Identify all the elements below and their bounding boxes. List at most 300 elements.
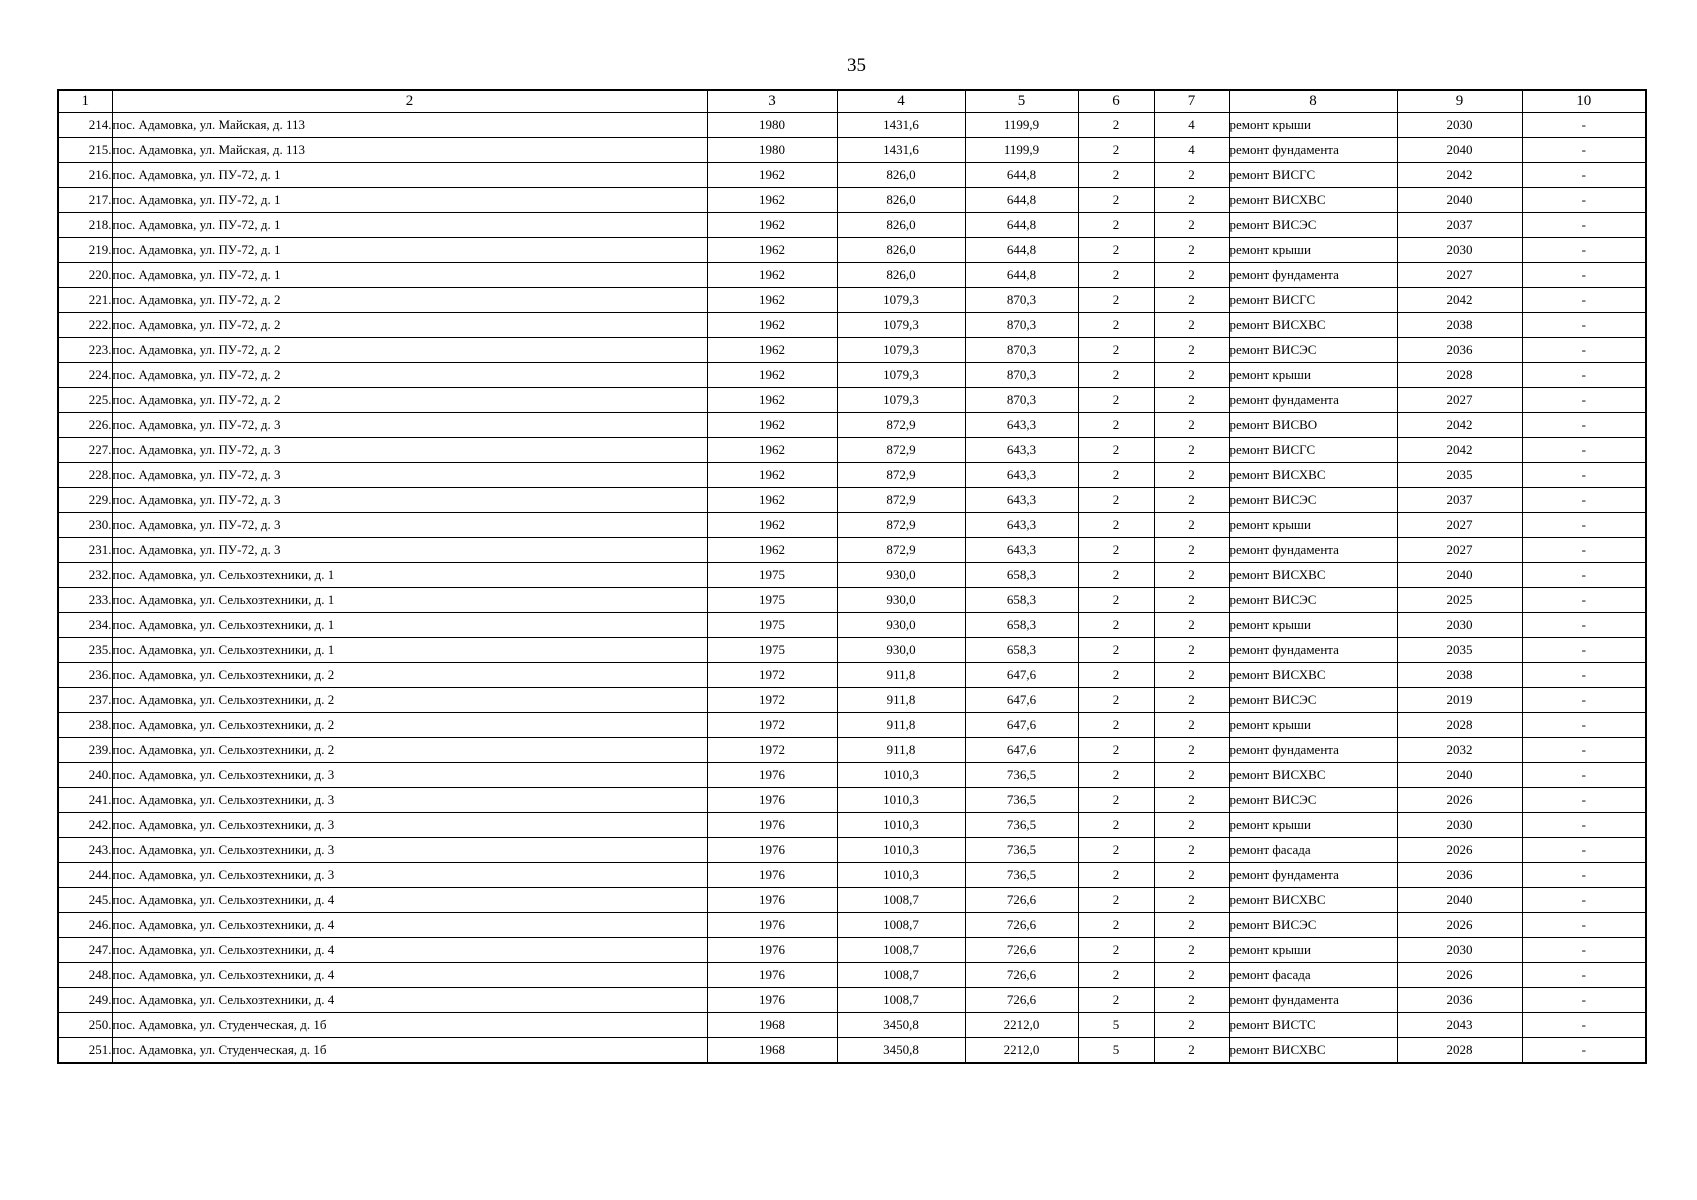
cell-note: - xyxy=(1522,713,1646,738)
page-number: 35 xyxy=(847,55,866,76)
cell-total-area: 872,9 xyxy=(837,463,965,488)
cell-total-area: 1010,3 xyxy=(837,838,965,863)
cell-build-year: 1972 xyxy=(707,713,837,738)
cell-floors: 2 xyxy=(1078,613,1154,638)
cell-note: - xyxy=(1522,738,1646,763)
cell-address: пос. Адамовка, ул. Сельхозтехники, д. 1 xyxy=(112,588,707,613)
cell-build-year: 1962 xyxy=(707,538,837,563)
cell-work-type: ремонт ВИСТС xyxy=(1229,1013,1397,1038)
cell-planned-year: 2036 xyxy=(1397,988,1522,1013)
cell-total-area: 1010,3 xyxy=(837,863,965,888)
cell-note: - xyxy=(1522,663,1646,688)
cell-work-type: ремонт фасада xyxy=(1229,963,1397,988)
cell-work-type: ремонт фундамента xyxy=(1229,988,1397,1013)
cell-entrances: 2 xyxy=(1154,838,1229,863)
cell-address: пос. Адамовка, ул. ПУ-72, д. 3 xyxy=(112,488,707,513)
cell-living-area: 870,3 xyxy=(965,388,1078,413)
cell-build-year: 1976 xyxy=(707,763,837,788)
cell-work-type: ремонт фундамента xyxy=(1229,638,1397,663)
cell-work-type: ремонт ВИСГС xyxy=(1229,438,1397,463)
cell-entrances: 2 xyxy=(1154,313,1229,338)
cell-note: - xyxy=(1522,688,1646,713)
cell-work-type: ремонт ВИСГС xyxy=(1229,288,1397,313)
cell-floors: 2 xyxy=(1078,138,1154,163)
cell-note: - xyxy=(1522,613,1646,638)
cell-note: - xyxy=(1522,963,1646,988)
cell-planned-year: 2042 xyxy=(1397,288,1522,313)
cell-planned-year: 2025 xyxy=(1397,588,1522,613)
cell-total-area: 1010,3 xyxy=(837,763,965,788)
cell-address: пос. Адамовка, ул. Сельхозтехники, д. 4 xyxy=(112,963,707,988)
cell-work-type: ремонт крыши xyxy=(1229,813,1397,838)
column-header-7: 7 xyxy=(1154,90,1229,113)
cell-planned-year: 2028 xyxy=(1397,363,1522,388)
cell-row-number: 228. xyxy=(58,463,112,488)
cell-build-year: 1975 xyxy=(707,588,837,613)
cell-build-year: 1962 xyxy=(707,463,837,488)
cell-build-year: 1976 xyxy=(707,788,837,813)
cell-row-number: 218. xyxy=(58,213,112,238)
cell-planned-year: 2032 xyxy=(1397,738,1522,763)
cell-row-number: 233. xyxy=(58,588,112,613)
cell-floors: 2 xyxy=(1078,813,1154,838)
column-header-5: 5 xyxy=(965,90,1078,113)
cell-entrances: 2 xyxy=(1154,688,1229,713)
cell-note: - xyxy=(1522,288,1646,313)
cell-note: - xyxy=(1522,513,1646,538)
cell-living-area: 644,8 xyxy=(965,263,1078,288)
table-row xyxy=(58,613,1646,638)
cell-total-area: 826,0 xyxy=(837,263,965,288)
cell-work-type: ремонт ВИСЭС xyxy=(1229,688,1397,713)
cell-row-number: 247. xyxy=(58,938,112,963)
cell-build-year: 1976 xyxy=(707,813,837,838)
cell-note: - xyxy=(1522,163,1646,188)
cell-total-area: 911,8 xyxy=(837,738,965,763)
cell-total-area: 1008,7 xyxy=(837,963,965,988)
column-header-3: 3 xyxy=(707,90,837,113)
cell-living-area: 644,8 xyxy=(965,188,1078,213)
cell-total-area: 872,9 xyxy=(837,413,965,438)
cell-address: пос. Адамовка, ул. ПУ-72, д. 1 xyxy=(112,163,707,188)
cell-row-number: 222. xyxy=(58,313,112,338)
cell-note: - xyxy=(1522,338,1646,363)
cell-row-number: 246. xyxy=(58,913,112,938)
cell-build-year: 1968 xyxy=(707,1038,837,1064)
cell-address: пос. Адамовка, ул. Сельхозтехники, д. 2 xyxy=(112,688,707,713)
cell-living-area: 643,3 xyxy=(965,513,1078,538)
cell-total-area: 826,0 xyxy=(837,188,965,213)
column-header-8: 8 xyxy=(1229,90,1397,113)
repair-schedule-table xyxy=(57,89,1647,1064)
cell-living-area: 1199,9 xyxy=(965,113,1078,138)
cell-living-area: 736,5 xyxy=(965,863,1078,888)
cell-entrances: 2 xyxy=(1154,488,1229,513)
cell-floors: 2 xyxy=(1078,488,1154,513)
cell-planned-year: 2026 xyxy=(1397,913,1522,938)
column-header-9: 9 xyxy=(1397,90,1522,113)
cell-build-year: 1976 xyxy=(707,963,837,988)
cell-work-type: ремонт крыши xyxy=(1229,613,1397,638)
cell-planned-year: 2037 xyxy=(1397,213,1522,238)
table-row xyxy=(58,688,1646,713)
cell-work-type: ремонт ВИСХВС xyxy=(1229,763,1397,788)
cell-floors: 2 xyxy=(1078,663,1154,688)
cell-address: пос. Адамовка, ул. ПУ-72, д. 1 xyxy=(112,213,707,238)
cell-living-area: 658,3 xyxy=(965,588,1078,613)
cell-address: пос. Адамовка, ул. ПУ-72, д. 1 xyxy=(112,188,707,213)
cell-build-year: 1972 xyxy=(707,688,837,713)
cell-living-area: 726,6 xyxy=(965,913,1078,938)
cell-total-area: 872,9 xyxy=(837,538,965,563)
cell-row-number: 239. xyxy=(58,738,112,763)
cell-note: - xyxy=(1522,188,1646,213)
cell-planned-year: 2027 xyxy=(1397,538,1522,563)
cell-row-number: 216. xyxy=(58,163,112,188)
cell-row-number: 227. xyxy=(58,438,112,463)
cell-work-type: ремонт крыши xyxy=(1229,513,1397,538)
cell-build-year: 1972 xyxy=(707,663,837,688)
cell-row-number: 244. xyxy=(58,863,112,888)
cell-planned-year: 2040 xyxy=(1397,138,1522,163)
cell-floors: 2 xyxy=(1078,238,1154,263)
cell-work-type: ремонт фундамента xyxy=(1229,388,1397,413)
table-row xyxy=(58,413,1646,438)
cell-planned-year: 2036 xyxy=(1397,863,1522,888)
cell-build-year: 1962 xyxy=(707,388,837,413)
cell-planned-year: 2038 xyxy=(1397,663,1522,688)
cell-entrances: 2 xyxy=(1154,238,1229,263)
cell-total-area: 930,0 xyxy=(837,563,965,588)
cell-address: пос. Адамовка, ул. ПУ-72, д. 1 xyxy=(112,238,707,263)
cell-planned-year: 2027 xyxy=(1397,388,1522,413)
cell-build-year: 1976 xyxy=(707,913,837,938)
cell-build-year: 1962 xyxy=(707,263,837,288)
cell-total-area: 826,0 xyxy=(837,213,965,238)
cell-living-area: 2212,0 xyxy=(965,1038,1078,1064)
cell-row-number: 251. xyxy=(58,1038,112,1064)
cell-total-area: 872,9 xyxy=(837,513,965,538)
cell-total-area: 1079,3 xyxy=(837,313,965,338)
cell-floors: 2 xyxy=(1078,388,1154,413)
cell-note: - xyxy=(1522,438,1646,463)
table-row xyxy=(58,238,1646,263)
cell-build-year: 1976 xyxy=(707,863,837,888)
cell-total-area: 1010,3 xyxy=(837,813,965,838)
cell-work-type: ремонт ВИСХВС xyxy=(1229,313,1397,338)
cell-living-area: 736,5 xyxy=(965,763,1078,788)
cell-entrances: 4 xyxy=(1154,138,1229,163)
cell-entrances: 2 xyxy=(1154,1013,1229,1038)
cell-entrances: 2 xyxy=(1154,388,1229,413)
cell-floors: 2 xyxy=(1078,438,1154,463)
cell-address: пос. Адамовка, ул. ПУ-72, д. 2 xyxy=(112,288,707,313)
cell-row-number: 230. xyxy=(58,513,112,538)
cell-row-number: 217. xyxy=(58,188,112,213)
cell-floors: 2 xyxy=(1078,188,1154,213)
cell-living-area: 870,3 xyxy=(965,313,1078,338)
cell-total-area: 826,0 xyxy=(837,163,965,188)
cell-row-number: 215. xyxy=(58,138,112,163)
cell-row-number: 229. xyxy=(58,488,112,513)
cell-address: пос. Адамовка, ул. Сельхозтехники, д. 4 xyxy=(112,913,707,938)
table-row xyxy=(58,888,1646,913)
cell-living-area: 726,6 xyxy=(965,988,1078,1013)
cell-build-year: 1962 xyxy=(707,238,837,263)
cell-build-year: 1972 xyxy=(707,738,837,763)
cell-note: - xyxy=(1522,563,1646,588)
cell-row-number: 240. xyxy=(58,763,112,788)
table-row xyxy=(58,488,1646,513)
table-row xyxy=(58,788,1646,813)
table-row xyxy=(58,563,1646,588)
cell-address: пос. Адамовка, ул. Сельхозтехники, д. 2 xyxy=(112,663,707,688)
cell-entrances: 2 xyxy=(1154,713,1229,738)
cell-planned-year: 2030 xyxy=(1397,238,1522,263)
table-row xyxy=(58,663,1646,688)
cell-floors: 2 xyxy=(1078,863,1154,888)
cell-floors: 2 xyxy=(1078,538,1154,563)
cell-floors: 2 xyxy=(1078,688,1154,713)
table-row xyxy=(58,113,1646,138)
cell-entrances: 4 xyxy=(1154,113,1229,138)
cell-work-type: ремонт фасада xyxy=(1229,838,1397,863)
cell-build-year: 1976 xyxy=(707,988,837,1013)
cell-total-area: 930,0 xyxy=(837,638,965,663)
cell-address: пос. Адамовка, ул. Студенческая, д. 1б xyxy=(112,1038,707,1064)
cell-row-number: 232. xyxy=(58,563,112,588)
table-row xyxy=(58,538,1646,563)
cell-address: пос. Адамовка, ул. Сельхозтехники, д. 4 xyxy=(112,938,707,963)
cell-planned-year: 2019 xyxy=(1397,688,1522,713)
cell-work-type: ремонт крыши xyxy=(1229,713,1397,738)
cell-row-number: 250. xyxy=(58,1013,112,1038)
cell-build-year: 1962 xyxy=(707,363,837,388)
table-row xyxy=(58,338,1646,363)
cell-build-year: 1976 xyxy=(707,888,837,913)
cell-living-area: 658,3 xyxy=(965,563,1078,588)
cell-work-type: ремонт фундамента xyxy=(1229,863,1397,888)
cell-row-number: 245. xyxy=(58,888,112,913)
table-row xyxy=(58,288,1646,313)
cell-work-type: ремонт крыши xyxy=(1229,363,1397,388)
cell-total-area: 911,8 xyxy=(837,713,965,738)
cell-entrances: 2 xyxy=(1154,588,1229,613)
cell-total-area: 930,0 xyxy=(837,588,965,613)
cell-row-number: 236. xyxy=(58,663,112,688)
cell-note: - xyxy=(1522,863,1646,888)
cell-planned-year: 2030 xyxy=(1397,813,1522,838)
cell-floors: 2 xyxy=(1078,413,1154,438)
cell-planned-year: 2027 xyxy=(1397,263,1522,288)
cell-living-area: 643,3 xyxy=(965,538,1078,563)
cell-floors: 2 xyxy=(1078,913,1154,938)
cell-address: пос. Адамовка, ул. Сельхозтехники, д. 1 xyxy=(112,613,707,638)
table-row xyxy=(58,213,1646,238)
cell-living-area: 1199,9 xyxy=(965,138,1078,163)
cell-floors: 2 xyxy=(1078,588,1154,613)
cell-floors: 2 xyxy=(1078,563,1154,588)
cell-planned-year: 2030 xyxy=(1397,113,1522,138)
cell-work-type: ремонт ВИСЭС xyxy=(1229,788,1397,813)
cell-address: пос. Адамовка, ул. Сельхозтехники, д. 2 xyxy=(112,738,707,763)
cell-work-type: ремонт крыши xyxy=(1229,113,1397,138)
cell-note: - xyxy=(1522,988,1646,1013)
cell-floors: 2 xyxy=(1078,338,1154,363)
cell-work-type: ремонт ВИСХВС xyxy=(1229,463,1397,488)
cell-row-number: 235. xyxy=(58,638,112,663)
cell-total-area: 1008,7 xyxy=(837,913,965,938)
table-row xyxy=(58,963,1646,988)
cell-total-area: 1079,3 xyxy=(837,363,965,388)
cell-total-area: 930,0 xyxy=(837,613,965,638)
cell-address: пос. Адамовка, ул. ПУ-72, д. 2 xyxy=(112,363,707,388)
cell-build-year: 1962 xyxy=(707,513,837,538)
cell-work-type: ремонт ВИСХВС xyxy=(1229,188,1397,213)
cell-address: пос. Адамовка, ул. Сельхозтехники, д. 3 xyxy=(112,788,707,813)
cell-build-year: 1962 xyxy=(707,488,837,513)
cell-row-number: 243. xyxy=(58,838,112,863)
cell-planned-year: 2040 xyxy=(1397,563,1522,588)
cell-address: пос. Адамовка, ул. ПУ-72, д. 3 xyxy=(112,463,707,488)
cell-entrances: 2 xyxy=(1154,213,1229,238)
cell-living-area: 736,5 xyxy=(965,838,1078,863)
cell-planned-year: 2030 xyxy=(1397,613,1522,638)
table-row xyxy=(58,388,1646,413)
cell-living-area: 647,6 xyxy=(965,688,1078,713)
cell-address: пос. Адамовка, ул. Сельхозтехники, д. 3 xyxy=(112,763,707,788)
cell-floors: 5 xyxy=(1078,1013,1154,1038)
cell-floors: 2 xyxy=(1078,263,1154,288)
cell-entrances: 2 xyxy=(1154,188,1229,213)
cell-build-year: 1980 xyxy=(707,113,837,138)
cell-note: - xyxy=(1522,263,1646,288)
cell-address: пос. Адамовка, ул. ПУ-72, д. 2 xyxy=(112,388,707,413)
table-row xyxy=(58,138,1646,163)
cell-living-area: 2212,0 xyxy=(965,1013,1078,1038)
table-row xyxy=(58,1038,1646,1064)
cell-note: - xyxy=(1522,388,1646,413)
cell-row-number: 214. xyxy=(58,113,112,138)
cell-living-area: 644,8 xyxy=(965,163,1078,188)
cell-entrances: 2 xyxy=(1154,163,1229,188)
cell-address: пос. Адамовка, ул. Сельхозтехники, д. 4 xyxy=(112,888,707,913)
cell-floors: 2 xyxy=(1078,888,1154,913)
cell-note: - xyxy=(1522,763,1646,788)
cell-work-type: ремонт ВИСХВС xyxy=(1229,563,1397,588)
cell-planned-year: 2026 xyxy=(1397,788,1522,813)
table-row xyxy=(58,938,1646,963)
cell-entrances: 2 xyxy=(1154,363,1229,388)
cell-planned-year: 2035 xyxy=(1397,463,1522,488)
cell-planned-year: 2028 xyxy=(1397,713,1522,738)
table-row xyxy=(58,813,1646,838)
cell-row-number: 225. xyxy=(58,388,112,413)
cell-floors: 2 xyxy=(1078,163,1154,188)
cell-total-area: 826,0 xyxy=(837,238,965,263)
cell-living-area: 644,8 xyxy=(965,238,1078,263)
cell-row-number: 234. xyxy=(58,613,112,638)
cell-total-area: 872,9 xyxy=(837,438,965,463)
table-row xyxy=(58,163,1646,188)
cell-row-number: 226. xyxy=(58,413,112,438)
cell-floors: 2 xyxy=(1078,113,1154,138)
cell-living-area: 643,3 xyxy=(965,413,1078,438)
cell-floors: 2 xyxy=(1078,988,1154,1013)
cell-living-area: 726,6 xyxy=(965,938,1078,963)
cell-living-area: 726,6 xyxy=(965,963,1078,988)
cell-floors: 2 xyxy=(1078,513,1154,538)
table-row xyxy=(58,313,1646,338)
cell-living-area: 870,3 xyxy=(965,338,1078,363)
cell-living-area: 647,6 xyxy=(965,713,1078,738)
cell-entrances: 2 xyxy=(1154,788,1229,813)
cell-planned-year: 2035 xyxy=(1397,638,1522,663)
cell-note: - xyxy=(1522,463,1646,488)
column-header-4: 4 xyxy=(837,90,965,113)
cell-build-year: 1968 xyxy=(707,1013,837,1038)
cell-living-area: 647,6 xyxy=(965,663,1078,688)
cell-row-number: 219. xyxy=(58,238,112,263)
cell-work-type: ремонт крыши xyxy=(1229,938,1397,963)
cell-planned-year: 2027 xyxy=(1397,513,1522,538)
cell-planned-year: 2042 xyxy=(1397,438,1522,463)
cell-address: пос. Адамовка, ул. Сельхозтехники, д. 1 xyxy=(112,563,707,588)
cell-note: - xyxy=(1522,538,1646,563)
cell-entrances: 2 xyxy=(1154,813,1229,838)
cell-planned-year: 2042 xyxy=(1397,413,1522,438)
cell-living-area: 870,3 xyxy=(965,363,1078,388)
cell-address: пос. Адамовка, ул. ПУ-72, д. 2 xyxy=(112,313,707,338)
cell-total-area: 872,9 xyxy=(837,488,965,513)
cell-entrances: 2 xyxy=(1154,763,1229,788)
cell-total-area: 911,8 xyxy=(837,663,965,688)
cell-total-area: 1079,3 xyxy=(837,388,965,413)
cell-build-year: 1962 xyxy=(707,288,837,313)
table-row xyxy=(58,638,1646,663)
table-row xyxy=(58,588,1646,613)
cell-build-year: 1976 xyxy=(707,938,837,963)
cell-work-type: ремонт ВИСГС xyxy=(1229,163,1397,188)
table-row xyxy=(58,763,1646,788)
cell-note: - xyxy=(1522,313,1646,338)
cell-build-year: 1975 xyxy=(707,613,837,638)
table-body xyxy=(58,113,1646,1064)
cell-row-number: 223. xyxy=(58,338,112,363)
cell-entrances: 2 xyxy=(1154,913,1229,938)
cell-work-type: ремонт ВИСХВС xyxy=(1229,1038,1397,1064)
cell-row-number: 221. xyxy=(58,288,112,313)
table-row xyxy=(58,863,1646,888)
cell-planned-year: 2030 xyxy=(1397,938,1522,963)
cell-entrances: 2 xyxy=(1154,413,1229,438)
cell-build-year: 1976 xyxy=(707,838,837,863)
cell-entrances: 2 xyxy=(1154,938,1229,963)
cell-living-area: 643,3 xyxy=(965,488,1078,513)
cell-entrances: 2 xyxy=(1154,663,1229,688)
cell-total-area: 1431,6 xyxy=(837,113,965,138)
cell-note: - xyxy=(1522,363,1646,388)
cell-entrances: 2 xyxy=(1154,863,1229,888)
cell-total-area: 1431,6 xyxy=(837,138,965,163)
table-row xyxy=(58,188,1646,213)
cell-entrances: 2 xyxy=(1154,963,1229,988)
cell-floors: 2 xyxy=(1078,313,1154,338)
cell-living-area: 870,3 xyxy=(965,288,1078,313)
cell-work-type: ремонт ВИСЭС xyxy=(1229,338,1397,363)
cell-floors: 2 xyxy=(1078,288,1154,313)
cell-total-area: 911,8 xyxy=(837,688,965,713)
